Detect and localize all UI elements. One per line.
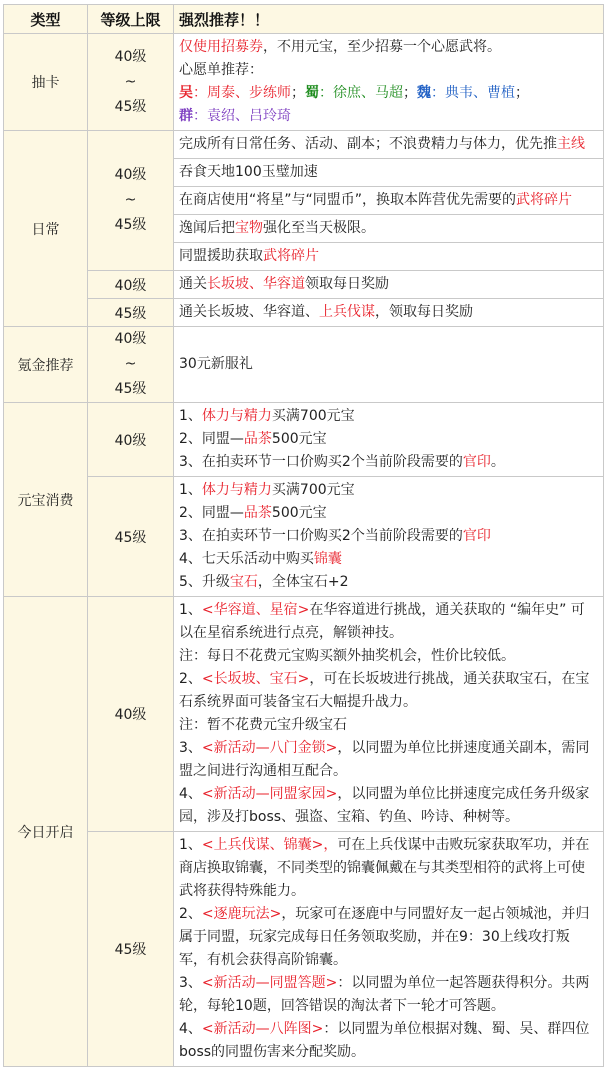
header-recommend: 强烈推荐！！ [174, 5, 604, 34]
gacha-line-4 [179, 105, 597, 128]
level-tilde: ~ [124, 192, 137, 208]
ingot-45-content [174, 477, 604, 597]
today-45-item-3: 3、<新活动—同盟答题>：以同盟为单位一起答题获得积分。共两轮，每轮10题，回答错误的淘汰者下一轮才可答题。 [179, 975, 590, 1014]
highlight-text: 官印 [462, 528, 491, 544]
highlight-text: <新活动—八阵图> [201, 1021, 324, 1037]
ingot-40-item-1: 1、体力与精力买满700元宝 [179, 408, 355, 424]
krypton-content: 30元新服礼 [174, 327, 604, 403]
ingot-45-item-5: 5、升级宝石，全体宝石+2 [179, 574, 349, 590]
table-row-today-40 [4, 597, 604, 832]
gacha-line-3: 吴：周泰、步练师；蜀：徐庶、马超；魏：典韦、曹植； [179, 85, 529, 101]
highlight-text: 武将碎片 [263, 248, 319, 264]
today-45-item-2: 2、<逐鹿玩法>，玩家可在逐鹿中与同盟好友一起占领城池，并归属于同盟，玩家完成每日任务领取奖励，并在9：30上线攻打叛军，有机会获得高阶锦囊。 [179, 906, 590, 968]
table-header-row [4, 5, 604, 34]
daily-item-3: 在商店使用“将星”与“同盟币”，换取本阵营优先需要的武将碎片 [174, 187, 604, 215]
highlight-text: 体力与精力 [201, 482, 272, 498]
wei-heroes: ：典韦、曹植 [431, 85, 515, 101]
faction-shu: 蜀 [305, 85, 319, 101]
table-row-ingot-45 [4, 477, 604, 597]
today-40-item-4: 4、<新活动—同盟家园>，以同盟为单位比拼速度完成任务升级家园，涉及打boss、强盗、宝箱、钓鱼、吟诗、种树等。 [179, 786, 590, 825]
daily-item-6: 通关长坂坡、华容道领取每日奖励 [174, 271, 604, 299]
table-row-daily-6 [4, 271, 604, 299]
highlight-text: 品茶 [243, 505, 272, 521]
level-cell-today-40: 40级 [88, 597, 174, 832]
today-40-item-2: 2、<长坂坡、宝石>，可在长坂坡进行挑战，通关获取宝石，在宝石系统界面可装备宝石大幅提升战力。 [179, 671, 590, 710]
ingot-45-item-3: 3、在拍卖环节一口价购买2个当前阶段需要的官印 [179, 528, 491, 544]
content-cell-gacha [174, 34, 604, 131]
highlight-text: <新活动—同盟家园> [201, 786, 338, 802]
highlight-text: <华容道、星宿> [201, 602, 310, 618]
table-row-daily-7 [4, 299, 604, 327]
faction-qun: 群 [179, 108, 193, 124]
highlight-text: 长坂坡、华容道 [207, 276, 305, 292]
table-row-ingot-40 [4, 403, 604, 477]
faction-wu: 吴 [179, 85, 193, 101]
highlight-text: 武将碎片 [516, 192, 573, 208]
type-cell-gacha: 抽卡 [4, 34, 88, 131]
level-cell-ingot-40: 40级 [88, 403, 174, 477]
level-cell-krypton [88, 327, 174, 403]
daily-item-7: 通关长坂坡、华容道、上兵伐谋，领取每日奖励 [174, 299, 604, 327]
highlight-text: 锦囊 [313, 551, 342, 567]
highlight-text: 品茶 [243, 431, 272, 447]
daily-item-1: 完成所有日常任务、活动、副本；不浪费精力与体力，优先推主线 [174, 131, 604, 159]
highlight-text: <上兵伐谋、锦囊>， [201, 837, 338, 853]
highlight-text: <新活动—八门金锁> [201, 740, 338, 756]
today-40-note-2: 注：暂不花费元宝升级宝石 [179, 717, 347, 733]
wu-heroes: ：周泰、步练师 [193, 85, 291, 101]
header-level: 等级上限 [88, 5, 174, 34]
ingot-40-content [174, 403, 604, 477]
table-row-krypton [4, 327, 604, 403]
today-40-item-3: 3、<新活动—八门金锁>，以同盟为单位比拼速度通关副本，需同盟之间进行沟通相互配合。 [179, 740, 590, 779]
strategy-table [3, 4, 604, 1067]
today-40-item-1: 1、<华容道、星宿>在华容道进行挑战，通关获取的 “编年史” 可以在星宿系统进行点亮，解锁神技。 [179, 602, 585, 641]
table-row-gacha [4, 34, 604, 131]
ingot-40-item-2: 2、同盟—品茶500元宝 [179, 431, 327, 447]
ingot-40-item-3: 3、在拍卖环节一口价购买2个当前阶段需要的官印。 [179, 454, 505, 470]
today-45-content [174, 832, 604, 1067]
highlight-text: 体力与精力 [201, 408, 272, 424]
highlight-text: 官印 [462, 454, 491, 470]
highlight-text: <长坂坡、宝石> [201, 671, 310, 687]
type-cell-krypton: 氪金推荐 [4, 327, 88, 403]
highlight-text: <新活动—同盟答题> [201, 975, 338, 991]
level-cell-daily [88, 131, 174, 271]
table-row-today-45 [4, 832, 604, 1067]
type-cell-ingot: 元宝消费 [4, 403, 88, 597]
table-row-daily-1 [4, 131, 604, 159]
level-cell-ingot-45: 45级 [88, 477, 174, 597]
highlight-text: 上兵伐谋 [319, 304, 375, 320]
shu-heroes: ：徐庶、马超 [319, 85, 403, 101]
level-start: 40级 [114, 167, 147, 183]
level-tilde: ~ [124, 356, 137, 372]
faction-wei: 魏 [417, 85, 431, 101]
today-45-item-1: 1、<上兵伐谋、锦囊>，可在上兵伐谋中击败玩家获取军功，并在商店换取锦囊，不同类型的锦囊佩戴在与其类型相符的武将上可使武将获得特殊能力。 [179, 837, 590, 899]
ingot-45-item-1: 1、体力与精力买满700元宝 [179, 482, 355, 498]
level-cell-today-45: 45级 [88, 832, 174, 1067]
gacha-line-1: 仅使用招募券，不用元宝，至少招募一个心愿武将。 [179, 39, 501, 55]
today-40-note-1: 注：每日不花费元宝购买额外抽奖机会，性价比较低。 [179, 648, 515, 664]
level-start: 40级 [114, 48, 147, 65]
daily-item-5: 同盟援助获取武将碎片 [174, 243, 604, 271]
header-type: 类型 [4, 5, 88, 34]
level-cell-daily-45: 45级 [88, 299, 174, 327]
daily-item-4: 逸闻后把宝物强化至当天极限。 [174, 215, 604, 243]
highlight-text: <逐鹿玩法> [201, 906, 282, 922]
highlight-text: 主线 [557, 136, 585, 152]
level-start: 40级 [114, 331, 147, 347]
level-cell-gacha [88, 34, 174, 131]
gacha-line-2: 心愿单推荐： [179, 62, 263, 78]
strategy-table-container [3, 0, 603, 1067]
level-cell-daily-40: 40级 [88, 271, 174, 299]
type-cell-today: 今日开启 [4, 597, 88, 1067]
today-45-item-4: 4、<新活动—八阵图>：以同盟为单位根据对魏、蜀、吴、群四位boss的同盟伤害来分配奖励。 [179, 1021, 590, 1060]
ingot-45-item-2: 2、同盟—品茶500元宝 [179, 505, 327, 521]
level-tilde: ~ [124, 73, 137, 90]
qun-heroes: ：袁绍、吕玲琦 [193, 108, 291, 124]
level-end: 45级 [114, 217, 147, 233]
type-cell-daily: 日常 [4, 131, 88, 327]
level-end: 45级 [114, 381, 147, 397]
level-end: 45级 [114, 98, 147, 115]
daily-item-2: 吞食天地100玉璧加速 [174, 159, 604, 187]
highlight-text: 宝石 [229, 574, 258, 590]
ingot-45-item-4: 4、七天乐活动中购买锦囊 [179, 551, 342, 567]
highlight-text: 仅使用招募券 [179, 39, 263, 55]
highlight-text: 宝物 [235, 220, 263, 236]
today-40-content [174, 597, 604, 832]
